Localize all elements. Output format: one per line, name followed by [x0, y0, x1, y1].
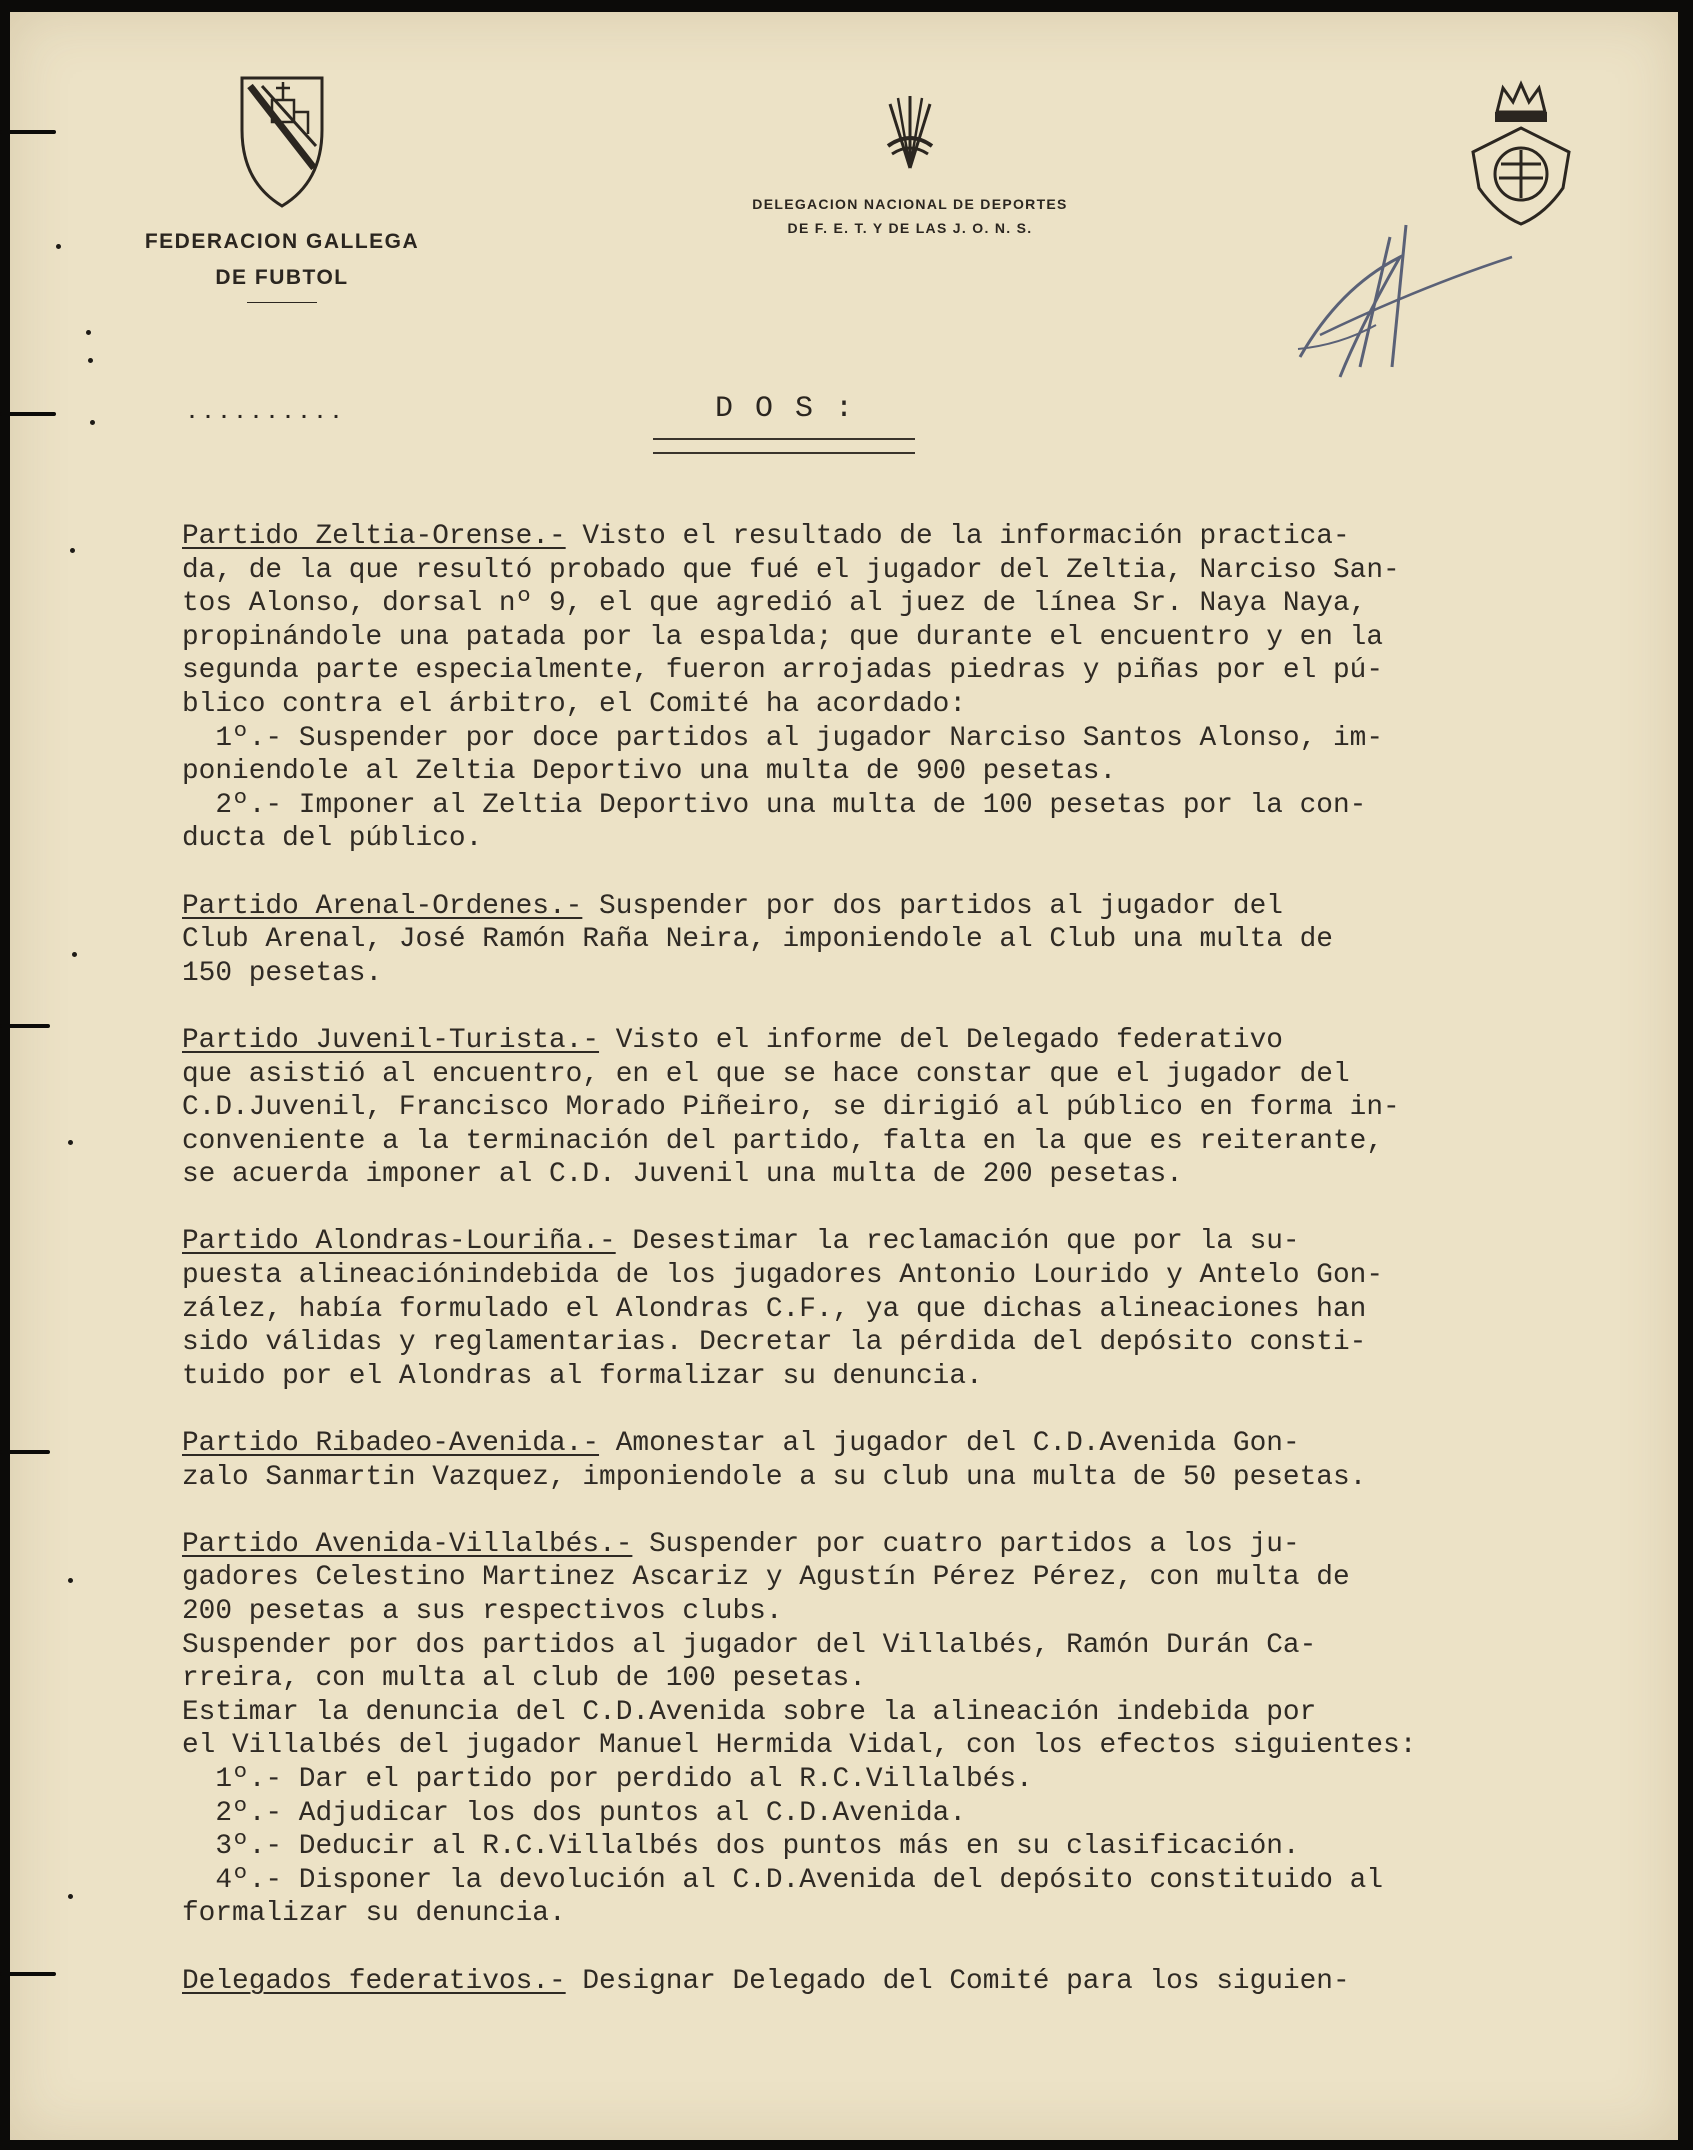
- resolution-body-text: [182, 520, 1678, 1998]
- text-segment: ducta del público.: [182, 823, 483, 855]
- paragraph-gap: [182, 1494, 1678, 1528]
- text-segment: tos Alonso, dorsal nº 9, el que agredió al juez de línea Sr. Naya Naya,: [182, 588, 1367, 620]
- federation-shield-icon: [236, 72, 328, 212]
- text-line: [182, 1864, 1678, 1898]
- paper-speck: [72, 952, 77, 957]
- text-line: [182, 1427, 1678, 1461]
- text-line: [182, 554, 1678, 588]
- text-line: [182, 957, 1678, 991]
- text-segment: puesta alineaciónindebida de los jugadores Antonio Lourido y Antelo Gon-: [182, 1260, 1384, 1292]
- binder-hole-mark: [0, 130, 56, 134]
- text-segment: zalo Sanmartin Vazquez, imponiendole a su club una multa de 50 pesetas.: [182, 1461, 1367, 1493]
- text-segment: gadores Celestino Martinez Ascariz y Agustín Pérez Pérez, con multa de: [182, 1562, 1350, 1594]
- text-segment: 2º.- Imponer al Zeltia Deportivo una multa de 100 pesetas por la con-: [182, 789, 1367, 821]
- text-segment: 4º.- Disponer la devolución al C.D.Avenida del depósito constituido al: [182, 1864, 1384, 1896]
- text-line: [182, 1561, 1678, 1595]
- text-line: [182, 722, 1678, 756]
- text-line: [182, 1461, 1678, 1495]
- text-line: [182, 1965, 1678, 1999]
- text-line: [182, 520, 1678, 554]
- text-segment: 200 pesetas a sus respectivos clubs.: [182, 1596, 783, 1627]
- text-line: [182, 1326, 1678, 1360]
- federation-name-line1: FEDERACION GALLEGA: [144, 230, 420, 253]
- dotted-leader: ..........: [186, 402, 347, 425]
- text-line: [182, 1125, 1678, 1159]
- federation-name-line2: DE FUBTOL: [215, 266, 349, 289]
- text-segment: sido válidas y reglamentarias. Decretar la pérdida del depósito consti-: [182, 1327, 1367, 1359]
- binder-hole-mark: [0, 1024, 50, 1028]
- text-segment: 150 pesetas.: [182, 957, 383, 989]
- text-line: [182, 1729, 1678, 1763]
- text-line: [182, 1595, 1678, 1629]
- text-line: [182, 1058, 1678, 1092]
- paper-speck: [68, 1578, 73, 1583]
- text-line: [182, 923, 1678, 957]
- text-segment: da, de la que resultó probado que fué el jugador del Zeltia, Narciso San-: [182, 554, 1400, 586]
- text-segment: Amonestar al jugador del C.D.Avenida Gon-: [599, 1428, 1300, 1460]
- text-line: [182, 654, 1678, 688]
- text-segment: 1º.- Dar el partido por perdido al R.C.Villalbés.: [182, 1763, 1033, 1795]
- text-line: [182, 1797, 1678, 1831]
- paper-speck: [56, 244, 61, 249]
- text-segment: Club Arenal, José Ramón Raña Neira, imponiendole al Club una multa de: [182, 924, 1333, 956]
- text-line: [182, 1360, 1678, 1394]
- binder-hole-mark: [0, 1972, 56, 1976]
- title-double-underline: [653, 438, 915, 454]
- text-segment: Suspender por cuatro partidos a los ju-: [632, 1528, 1300, 1560]
- text-line: [182, 1528, 1678, 1562]
- text-line: [182, 1158, 1678, 1192]
- text-segment: formalizar su denuncia.: [182, 1898, 566, 1930]
- text-line: [182, 688, 1678, 722]
- text-segment: Suspender por dos partidos al jugador del: [582, 890, 1283, 922]
- text-segment: el Villalbés del jugador Manuel Hermida Vidal, con los efectos siguientes:: [182, 1730, 1417, 1762]
- text-segment: propinándole una patada por la espalda; que durante el encuentro y en la: [182, 621, 1384, 653]
- section-heading: Delegados federativos.-: [182, 1965, 566, 1997]
- section-heading: Partido Ribadeo-Avenida.-: [182, 1428, 600, 1460]
- binder-hole-mark: [0, 1450, 50, 1454]
- text-line: [182, 1696, 1678, 1730]
- text-segment: Estimar la denuncia del C.D.Avenida sobre la alineación indebida por: [182, 1696, 1317, 1728]
- text-segment: 1º.- Suspender por doce partidos al jugador Narciso Santos Alonso, im-: [182, 722, 1384, 754]
- text-segment: Designar Delegado del Comité para los siguien-: [565, 1965, 1350, 1997]
- text-line: [182, 1763, 1678, 1797]
- text-segment: zález, había formulado el Alondras C.F., ya que dichas alineaciones han: [182, 1293, 1367, 1325]
- royal-crest-icon: [1465, 78, 1577, 228]
- text-segment: conveniente a la terminación del partido, falta en la que es reiterante,: [182, 1125, 1384, 1157]
- text-segment: que asistió al encuentro, en el que se hace constar que el jugador del: [182, 1058, 1350, 1090]
- text-segment: 3º.- Deducir al R.C.Villalbés dos puntos más en su clasificación.: [182, 1831, 1300, 1863]
- paragraph-gap: [182, 990, 1678, 1024]
- text-line: [182, 1293, 1678, 1327]
- text-line: [182, 587, 1678, 621]
- paragraph-gap: [182, 856, 1678, 890]
- letterhead-rule: [247, 302, 317, 303]
- text-line: [182, 1830, 1678, 1864]
- text-line: [182, 822, 1678, 856]
- text-line: [182, 755, 1678, 789]
- text-segment: rreira, con multa al club de 100 pesetas.: [182, 1663, 866, 1695]
- section-heading: Partido Zeltia-Orense.-: [182, 521, 566, 552]
- section-heading: Partido Alondras-Louriña.-: [182, 1226, 616, 1258]
- text-line: [182, 1024, 1678, 1058]
- paragraph-gap: [182, 1931, 1678, 1965]
- text-line: [182, 1629, 1678, 1663]
- text-line: [182, 621, 1678, 655]
- document-page: [10, 12, 1678, 2140]
- text-line: [182, 1259, 1678, 1293]
- federation-letterhead: [122, 72, 442, 303]
- text-segment: se acuerda imponer al C.D. Juvenil una multa de 200 pesetas.: [182, 1159, 1183, 1191]
- section-heading: Partido Juvenil-Turista.-: [182, 1024, 600, 1056]
- paragraph-gap: [182, 1192, 1678, 1226]
- paper-speck: [90, 420, 95, 425]
- text-segment: C.D.Juvenil, Francisco Morado Piñeiro, se dirigió al público en forma in-: [182, 1092, 1400, 1124]
- text-segment: Visto el resultado de la información practica-: [565, 521, 1350, 552]
- text-segment: poniendole al Zeltia Deportivo una multa de 900 pesetas.: [182, 756, 1117, 788]
- paper-speck: [70, 548, 75, 553]
- paper-speck: [88, 358, 93, 363]
- text-line: [182, 890, 1678, 924]
- text-line: [182, 1662, 1678, 1696]
- text-segment: segunda parte especialmente, fueron arrojadas piedras y piñas por el pú-: [182, 655, 1384, 687]
- delegation-name-line2: DE F. E. T. Y DE LAS J. O. N. S.: [787, 220, 1033, 236]
- binder-hole-mark: [0, 412, 56, 416]
- text-segment: Visto el informe del Delegado federativo: [599, 1024, 1283, 1056]
- text-line: [182, 1897, 1678, 1931]
- document-title: DOS:: [714, 392, 875, 426]
- yoke-and-arrows-icon: [880, 92, 940, 174]
- text-segment: tuido por el Alondras al formalizar su denuncia.: [182, 1360, 983, 1392]
- section-heading: Partido Avenida-Villalbés.-: [182, 1528, 633, 1560]
- text-line: [182, 1091, 1678, 1125]
- paragraph-gap: [182, 1393, 1678, 1427]
- delegation-letterhead: [710, 92, 1110, 240]
- text-segment: 2º.- Adjudicar los dos puntos al C.D.Avenida.: [182, 1797, 966, 1829]
- paper-speck: [86, 330, 91, 335]
- section-heading: Partido Arenal-Ordenes.-: [182, 890, 583, 922]
- delegation-name-line1: DELEGACION NACIONAL DE DEPORTES: [752, 196, 1068, 212]
- handwritten-signature-icon: [1280, 217, 1520, 397]
- text-line: [182, 1225, 1678, 1259]
- text-segment: Suspender por dos partidos al jugador del Villalbés, Ramón Durán Ca-: [182, 1629, 1317, 1661]
- text-segment: Desestimar la reclamación que por la su-: [615, 1226, 1300, 1258]
- text-line: [182, 789, 1678, 823]
- paper-speck: [68, 1894, 73, 1899]
- text-segment: blico contra el árbitro, el Comité ha acordado:: [182, 688, 966, 720]
- paper-speck: [68, 1140, 73, 1145]
